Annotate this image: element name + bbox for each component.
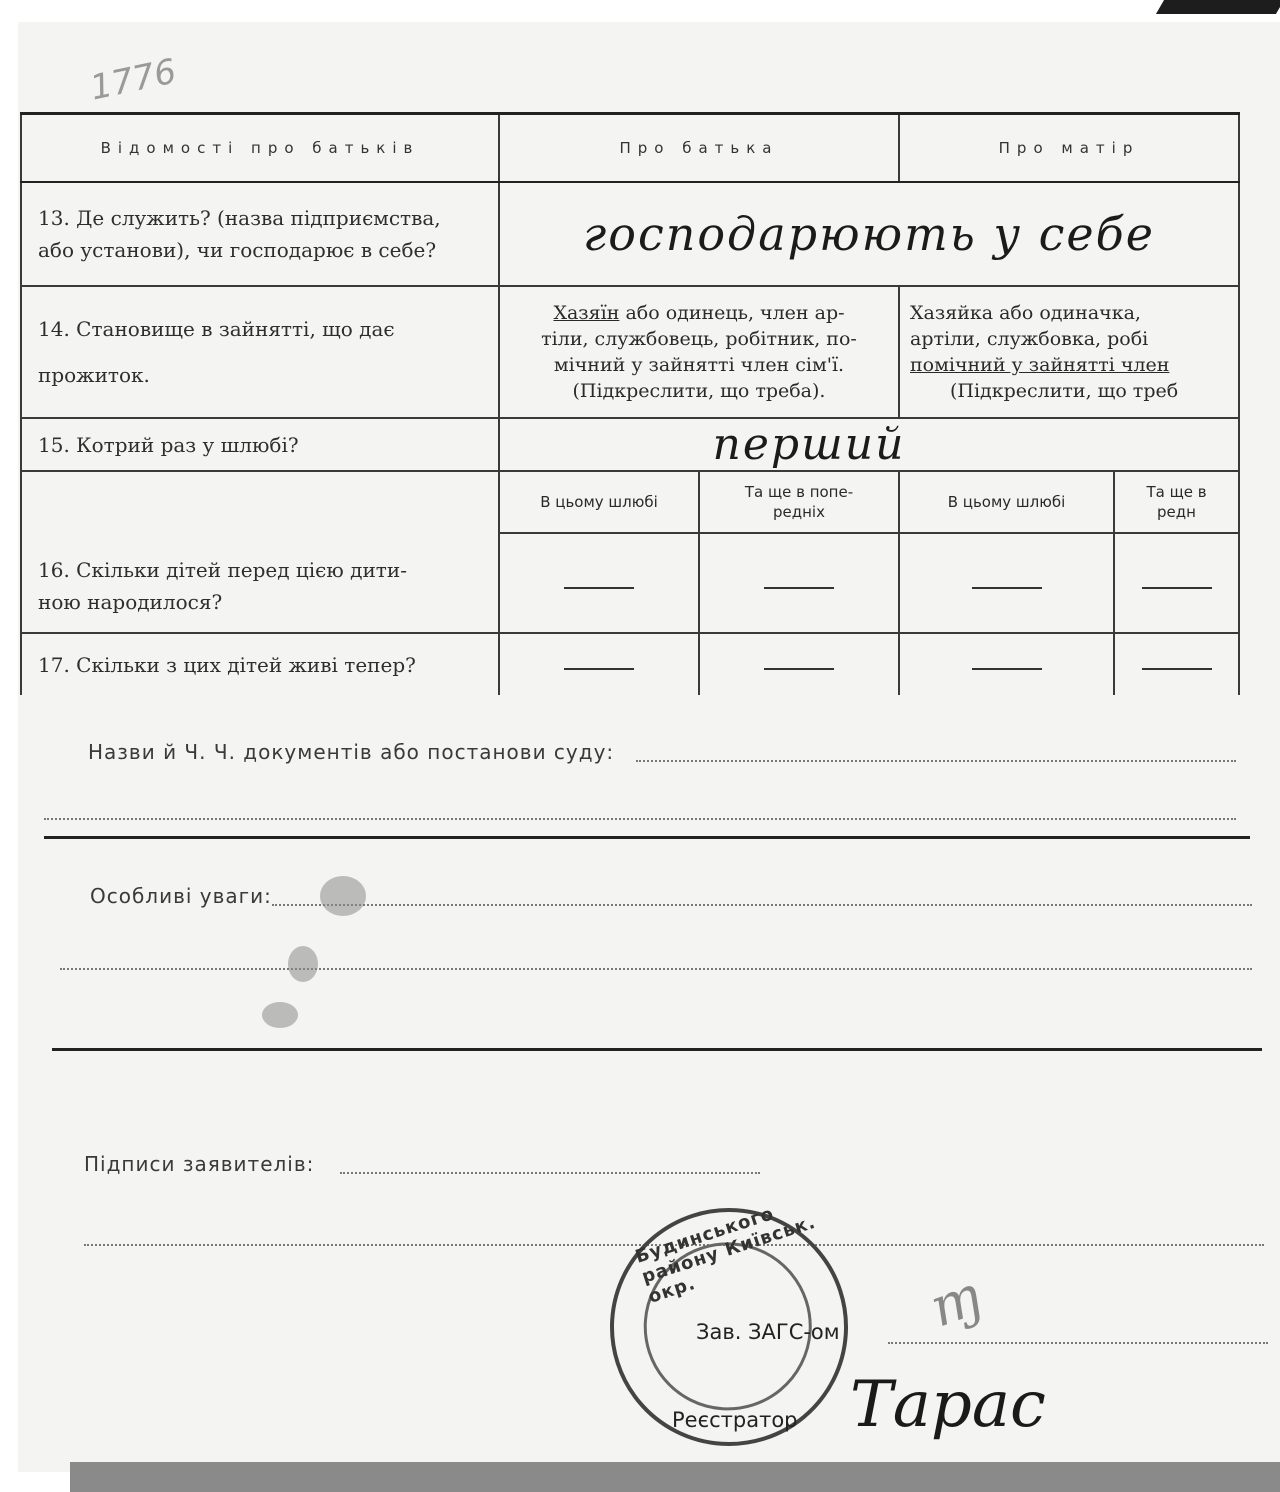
archive-number: 1776	[86, 51, 180, 109]
section-divider	[52, 1048, 1262, 1051]
mother-employment-options: Хазяйка або одиначка, артіли, службовка, робі помічний у зайнятті член (Підкреслити, що треб	[899, 286, 1239, 418]
section-divider	[44, 836, 1250, 839]
sub-mother-this-marriage: В цьому шлюбі	[899, 471, 1114, 533]
remarks-line[interactable]	[272, 904, 1252, 906]
documents-label: Назви й Ч. Ч. документів або постанови суду:	[88, 740, 615, 764]
registrar-signature: Тарас	[850, 1368, 1046, 1442]
header-father: Про батька	[499, 114, 899, 183]
question-17: 17. Скільки з цих дітей живі тепер?	[21, 633, 499, 695]
registrar-label: Реєстратор	[672, 1408, 798, 1432]
sub-mother-previous: Та ще в редн	[1114, 471, 1239, 533]
parents-info-table	[20, 112, 1240, 695]
question-13: 13. Де служить? (назва підприємства, або установи), чи господарює в себе?	[21, 182, 499, 286]
header-info: Відомості про батьків	[21, 114, 499, 183]
sub-father-previous: Та ще в попе- редніх	[699, 471, 899, 533]
documents-line-2[interactable]	[44, 818, 1236, 820]
remarks-label: Особливі уваги:	[90, 884, 272, 908]
dash-mark	[1114, 533, 1239, 633]
father-option-selected: Хазяїн	[553, 302, 620, 324]
row-15	[21, 418, 1239, 471]
page-bottom-edge	[70, 1462, 1280, 1492]
ink-stain	[320, 876, 366, 916]
signatures-label: Підписи заявителів:	[84, 1152, 315, 1176]
header-mother: Про матір	[899, 114, 1239, 183]
question-16: 16. Скільки дітей перед цією дити- ною народилося?	[21, 471, 499, 633]
sub-father-this-marriage: В цьому шлюбі	[499, 471, 699, 533]
signatures-line[interactable]	[340, 1172, 760, 1174]
mother-option-selected: помічний у зайнятті член	[910, 354, 1170, 376]
head-signature-scribble: ɱ	[920, 1263, 991, 1340]
head-registry-label: Зав. ЗАГС-ом	[696, 1320, 840, 1344]
ink-stain	[262, 1002, 298, 1028]
answer-13-handwritten: господарюють у себе	[499, 182, 1239, 286]
dash-mark	[699, 533, 899, 633]
row-17	[21, 633, 1239, 695]
head-signature-line[interactable]	[888, 1342, 1268, 1344]
dash-mark	[699, 633, 899, 695]
row-13	[21, 182, 1239, 286]
dash-mark	[499, 533, 699, 633]
dash-mark	[1114, 633, 1239, 695]
row-14	[21, 286, 1239, 418]
answer-15-handwritten: перший	[499, 418, 1239, 471]
official-stamp: Будинського району Київськ. окр.	[579, 1177, 879, 1477]
page-edge-shadow	[1156, 0, 1280, 14]
dash-mark	[899, 533, 1114, 633]
father-employment-options: Хазяїн або одинець, член ар- тіли, службовець, робітник, по- мічний у зайнятті член сім'ї. (Підкреслити, що треба).	[499, 286, 899, 418]
question-14: 14. Становище в зайнятті, що дає прожиток.	[21, 286, 499, 418]
dash-mark	[499, 633, 699, 695]
documents-line[interactable]	[636, 760, 1236, 762]
row-16-subheader	[21, 471, 1239, 533]
table-header-row	[21, 114, 1239, 183]
question-15: 15. Котрий раз у шлюбі?	[21, 418, 499, 471]
ink-stain	[288, 946, 318, 982]
dash-mark	[899, 633, 1114, 695]
remarks-line-2[interactable]	[60, 968, 1252, 970]
